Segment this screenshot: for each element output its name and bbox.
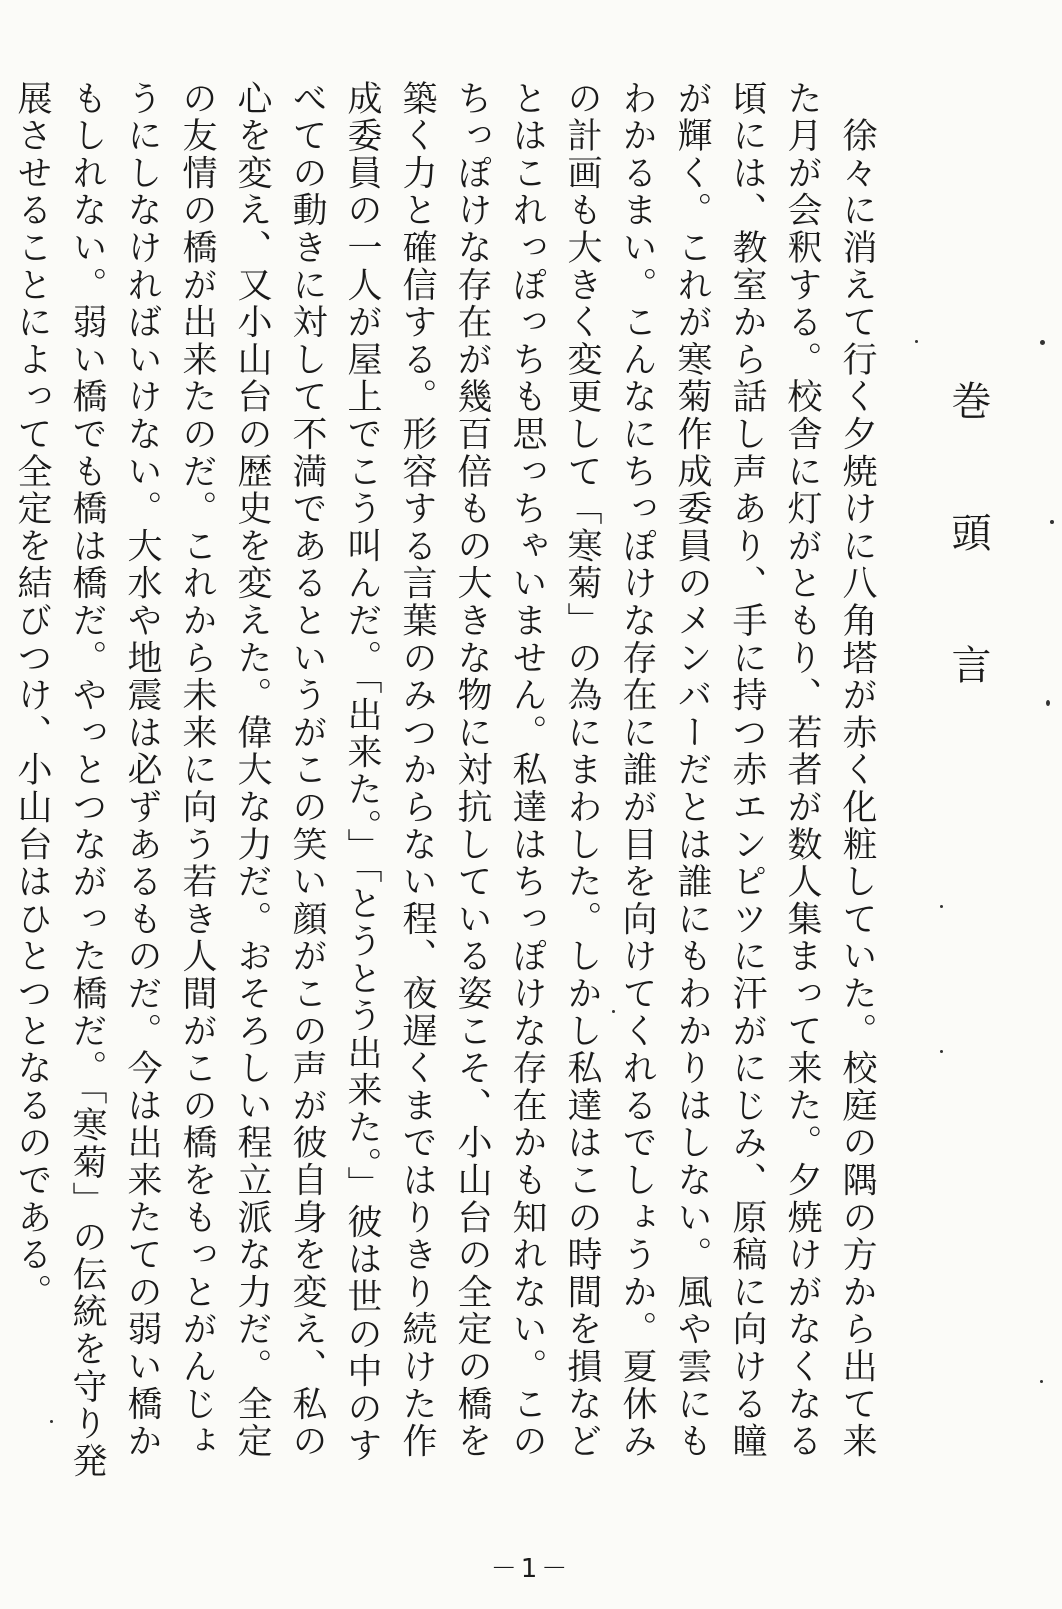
- page-number: －1－: [490, 1554, 572, 1584]
- scan-speck: [1040, 340, 1045, 345]
- scan-speck: [612, 1010, 615, 1013]
- scan-speck: [1046, 700, 1050, 706]
- page-title: 巻頭言: [945, 380, 991, 776]
- scan-speck: [940, 905, 943, 908]
- scan-speck: [940, 1050, 943, 1053]
- scan-speck: [915, 340, 918, 343]
- scan-speck: [1040, 1380, 1043, 1383]
- body-text: [4, 80, 884, 1480]
- body-paragraph: 徐々に消えて行く夕焼けに八角塔が赤く化粧していた。校庭の隅の方から出て来た月が会釈する。校舎に灯がともり、若者が数人集まって来た。夕焼けがなくなる頃には、教室から話し声あり、手に持つ赤エンピツに汗がにじみ、原稿に向ける瞳が輝く。これが寒菊作成委員のメンバーだとは誰にもわかりはしない。風や雲にもわかるまい。こんなにちっぽけな存在に誰が目を向けてくれるでしょうか。夏休みの計画も大きく変更して「寒菊」の為にまわした。しかし私達はこの時間を損などとはこれっぽっちも思っちゃいません。私達はちっぽけな存在かも知れない。このちっぽけな存在が幾百倍もの大きな物に対抗している姿こそ、小山台の全定の橋を築く力と確信する。形容する言葉のみつからない程、夜遅くまではりきり続けた作成委員の一人が屋上でこう叫んだ。「出来た。」「とうとう出来た。」彼は世の中のすべての動きに対して不満であるというがこの笑い顔がこの声が彼自身を変え、私の心を変え、又小山台の歴史を変えた。偉大な力だ。おそろしい程立派な力だ。全定の友情の橋が出来たのだ。これから未来に向う若き人間がこの橋をもっとがんじょうにしなければいけない。大水や地震は必ずあるものだ。今は出来たての弱い橋かもしれない。弱い橋でも橋は橋だ。やっとつながった橋だ。「寒菊」の伝統を守り発展させることによって全定を結びつけ、小山台はひとつとなるのである。: [12, 80, 877, 1480]
- scan-speck: [50, 1420, 53, 1423]
- scan-speck: [1050, 520, 1054, 524]
